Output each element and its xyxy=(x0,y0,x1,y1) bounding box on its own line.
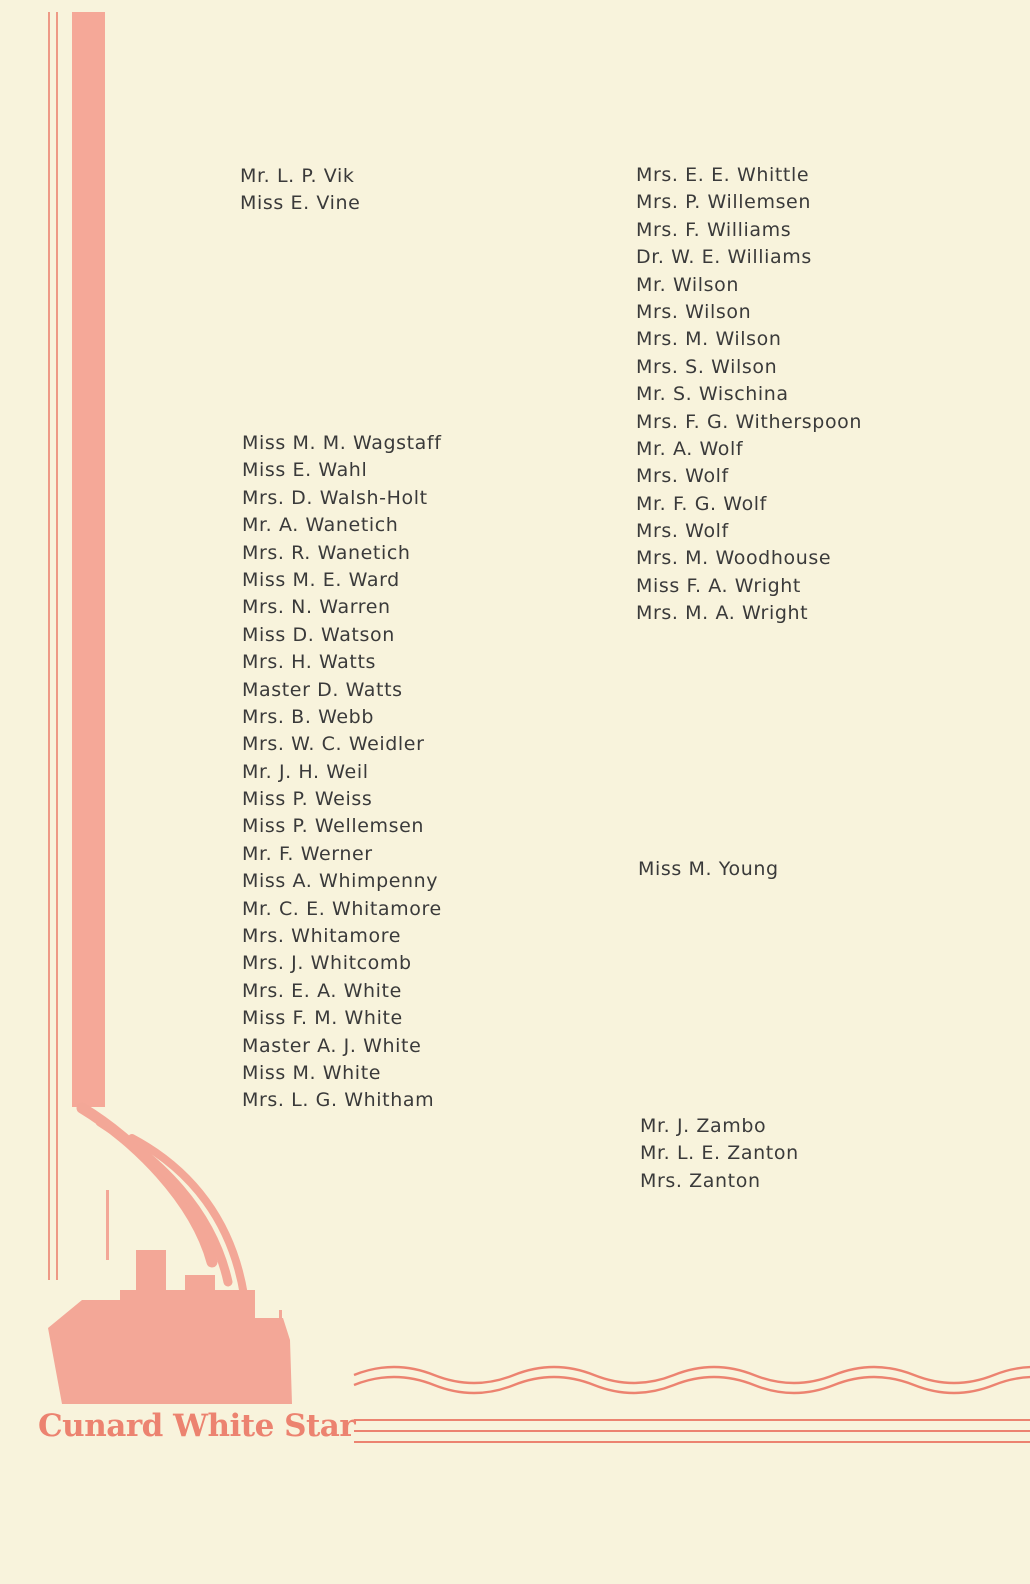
list-item: Miss F. M. White xyxy=(242,1007,403,1030)
list-item: Mrs. W. C. Weidler xyxy=(242,733,425,756)
list-item: Mrs. R. Wanetich xyxy=(242,541,411,564)
list-item: Miss E. Wahl xyxy=(242,459,368,482)
list-item: Mrs. S. Wilson xyxy=(636,355,778,378)
list-item: Miss A. Whimpenny xyxy=(242,870,439,893)
list-item: Mr. A. Wanetich xyxy=(242,514,399,537)
list-item: Mr. J. H. Weil xyxy=(242,760,369,783)
group-w-right-list xyxy=(636,162,862,628)
list-item: Mrs. Zanton xyxy=(640,1169,761,1192)
list-item: Mrs. D. Walsh-Holt xyxy=(242,486,428,509)
list-item: Mrs. Whitamore xyxy=(242,925,401,948)
group-v-list xyxy=(240,163,360,218)
list-item: Mrs. Wolf xyxy=(636,520,729,543)
list-item: Miss P. Weiss xyxy=(242,788,373,811)
list-item: Mr. A. Wolf xyxy=(636,437,744,460)
list-item: Miss M. White xyxy=(242,1061,382,1084)
list-item: Master A. J. White xyxy=(242,1034,422,1057)
list-item: Miss M. M. Wagstaff xyxy=(242,432,442,454)
list-item: Mr. F. Werner xyxy=(242,842,373,865)
list-item: Mr. J. Zambo xyxy=(640,1115,767,1137)
list-item: Mr. F. G. Wolf xyxy=(636,492,767,515)
list-item: Mr. L. P. Vik xyxy=(240,165,355,187)
list-item: Mrs. M. A. Wright xyxy=(636,602,809,625)
list-item: Mrs. L. G. Whitham xyxy=(242,1089,435,1112)
border-bar xyxy=(72,12,105,1107)
list-item: Mrs. F. Williams xyxy=(636,218,792,241)
list-item: Mrs. E. E. Whittle xyxy=(636,164,810,186)
list-item: Miss M. Young xyxy=(638,858,779,880)
group-z-list xyxy=(640,1113,799,1195)
list-item: Mrs. Wolf xyxy=(636,465,729,488)
list-item: Master D. Watts xyxy=(242,678,403,701)
list-item: Mr. C. E. Whitamore xyxy=(242,897,442,920)
list-item: Mrs. P. Willemsen xyxy=(636,191,811,214)
list-item: Mrs. Wilson xyxy=(636,300,752,323)
list-item: Mrs. M. Woodhouse xyxy=(636,547,832,570)
list-item: Miss F. A. Wright xyxy=(636,574,801,597)
list-item: Mr. S. Wischina xyxy=(636,383,789,406)
list-item: Miss M. E. Ward xyxy=(242,568,400,591)
list-item: Mrs. J. Whitcomb xyxy=(242,952,412,975)
ocean-liner-icon xyxy=(48,1190,292,1404)
list-item: Mrs. N. Warren xyxy=(242,596,391,619)
list-item: Miss D. Watson xyxy=(242,623,395,646)
list-item: Miss P. Wellemsen xyxy=(242,815,425,838)
group-w-left-list xyxy=(242,430,442,1115)
list-item: Mr. L. E. Zanton xyxy=(640,1142,799,1165)
list-item: Mrs. M. Wilson xyxy=(636,328,782,351)
list-item: Mrs. H. Watts xyxy=(242,651,377,674)
list-item: Miss E. Vine xyxy=(240,192,361,215)
list-item: Mrs. F. G. Witherspoon xyxy=(636,410,863,433)
group-y-list xyxy=(638,856,779,883)
list-item: Dr. W. E. Williams xyxy=(636,246,812,269)
list-item: Mrs. E. A. White xyxy=(242,979,402,1002)
list-item: Mr. Wilson xyxy=(636,273,740,296)
brand-logo: Cunard White Star xyxy=(38,1408,356,1444)
list-item: Mrs. B. Webb xyxy=(242,705,374,728)
